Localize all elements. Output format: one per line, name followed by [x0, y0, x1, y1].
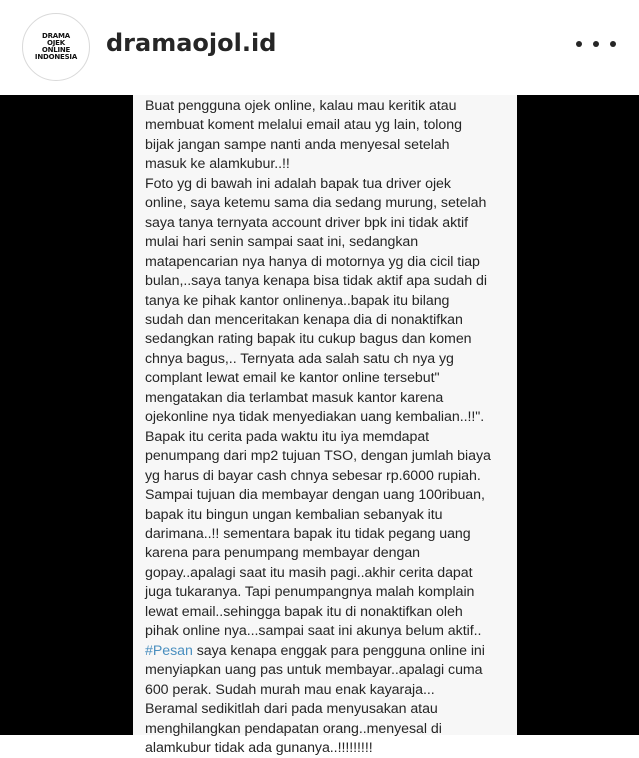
post-text-line: alamkubur tidak ada gunanya..!!!!!!!!!: [145, 739, 373, 756]
avatar[interactable]: [22, 13, 90, 81]
post-text-line: Bapak itu cerita pada waktu itu iya memdapat: [145, 428, 430, 445]
post-text-line: Sampai tujuan dia membayar dengan uang 100ribuan,: [145, 487, 485, 504]
more-options-button[interactable]: [576, 32, 616, 56]
post-text-line: sedangkan rating bapak itu cukup bagus dan komen: [145, 331, 472, 348]
post-text-line: lewat email..sehingga bapak itu di nonaktifkan oleh: [145, 603, 463, 620]
post-text-line: Beramal sedikitlah dari pada menyusakan atau: [145, 701, 438, 718]
post-text-line: juga tukaranya. Tapi penumpangnya malah komplain: [145, 584, 475, 601]
post-text-line: masuk ke alamkubur..!!: [145, 156, 290, 173]
username[interactable]: dramaojol.id: [106, 29, 277, 57]
avatar-logo-text: DRAMA OJEK ONLINE INDONESIA: [34, 32, 78, 61]
post-text-line: pihak online nya...sampai saat ini akunya belum aktif..: [145, 623, 482, 640]
post-text-card: [133, 95, 517, 756]
post-image[interactable]: [0, 95, 639, 756]
post-text-line: mulai hari senin sampai saat ini, sedangkan: [145, 234, 419, 251]
post-text-line: yg harus di bayar cash chnya sebesar rp.6000 rupiah.: [145, 467, 481, 484]
post-text-line: complant lewat email ke kantor online tersebut": [145, 370, 440, 387]
post-text-line: [145, 642, 525, 661]
more-horizontal-icon: [576, 41, 582, 47]
post-text-line: Foto yg di bawah ini adalah bapak tua driver ojek: [145, 175, 451, 192]
post-text: [145, 97, 525, 758]
post-text-line: saya tanya ternyata account driver bpk ini tidak aktif: [145, 214, 468, 231]
post-text-line: online, saya ketemu sama dia sedang murung, setelah: [145, 195, 487, 212]
post-text-line: membuat koment melalui email atau yg lain, tolong: [145, 117, 462, 134]
post-text-line: tanya ke pihak kantor onlinenya..bapak itu bilang: [145, 292, 450, 309]
post-header: [0, 0, 639, 95]
post-text-line: Buat pengguna ojek online, kalau mau keritik atau: [145, 98, 457, 114]
post-text-line: bulan,..saya tanya kenapa bisa tidak aktif apa sudah di: [145, 273, 487, 290]
post-text-line: sudah dan menceritakan kenapa dia di nonaktifkan: [145, 311, 463, 328]
more-horizontal-icon: [610, 41, 616, 47]
post-text-line: matapencarian nya hanya di motornya yg dia cicil tiap: [145, 253, 480, 270]
post-text-line: bapak itu bingun ungan kembalian sebanyak itu: [145, 506, 443, 523]
post-text-line: 600 perak. Sudah murah mau enak kayaraja...: [145, 681, 435, 698]
post-text-line: gopay..apalagi saat itu masih pagi..akhir cerita dapat: [145, 564, 473, 581]
post-text-line: bijak jangan sampe nanti anda menyesal setelah: [145, 136, 450, 153]
post-text-line: darimana..!! sementara bapak itu tidak pegang uang: [145, 525, 471, 542]
post-text-line: ojekonline nya tidak menyediakan uang kembalian..!!".: [145, 409, 485, 426]
post-text-line: karena para penumpang membayar dengan: [145, 545, 420, 562]
hashtag-line-text: saya kenapa enggak para pengguna online ini: [192, 642, 485, 659]
more-horizontal-icon: [593, 41, 599, 47]
post-text-line: menghilangkan pendapatan orang..menyesal di: [145, 720, 442, 737]
post-text-line: penumpang dari mp2 tujuan TSO, dengan jumlah biaya: [145, 448, 491, 465]
post-text-line: chnya bagus,.. Ternyata ada salah satu ch nya yg: [145, 350, 454, 367]
hashtag-link[interactable]: #Pesan: [145, 642, 193, 659]
post-text-line: mengatakan dia terlambat masuk kantor karena: [145, 389, 444, 406]
post-text-line: menyiapkan uang pas untuk membayar..apalagi cuma: [145, 662, 483, 679]
